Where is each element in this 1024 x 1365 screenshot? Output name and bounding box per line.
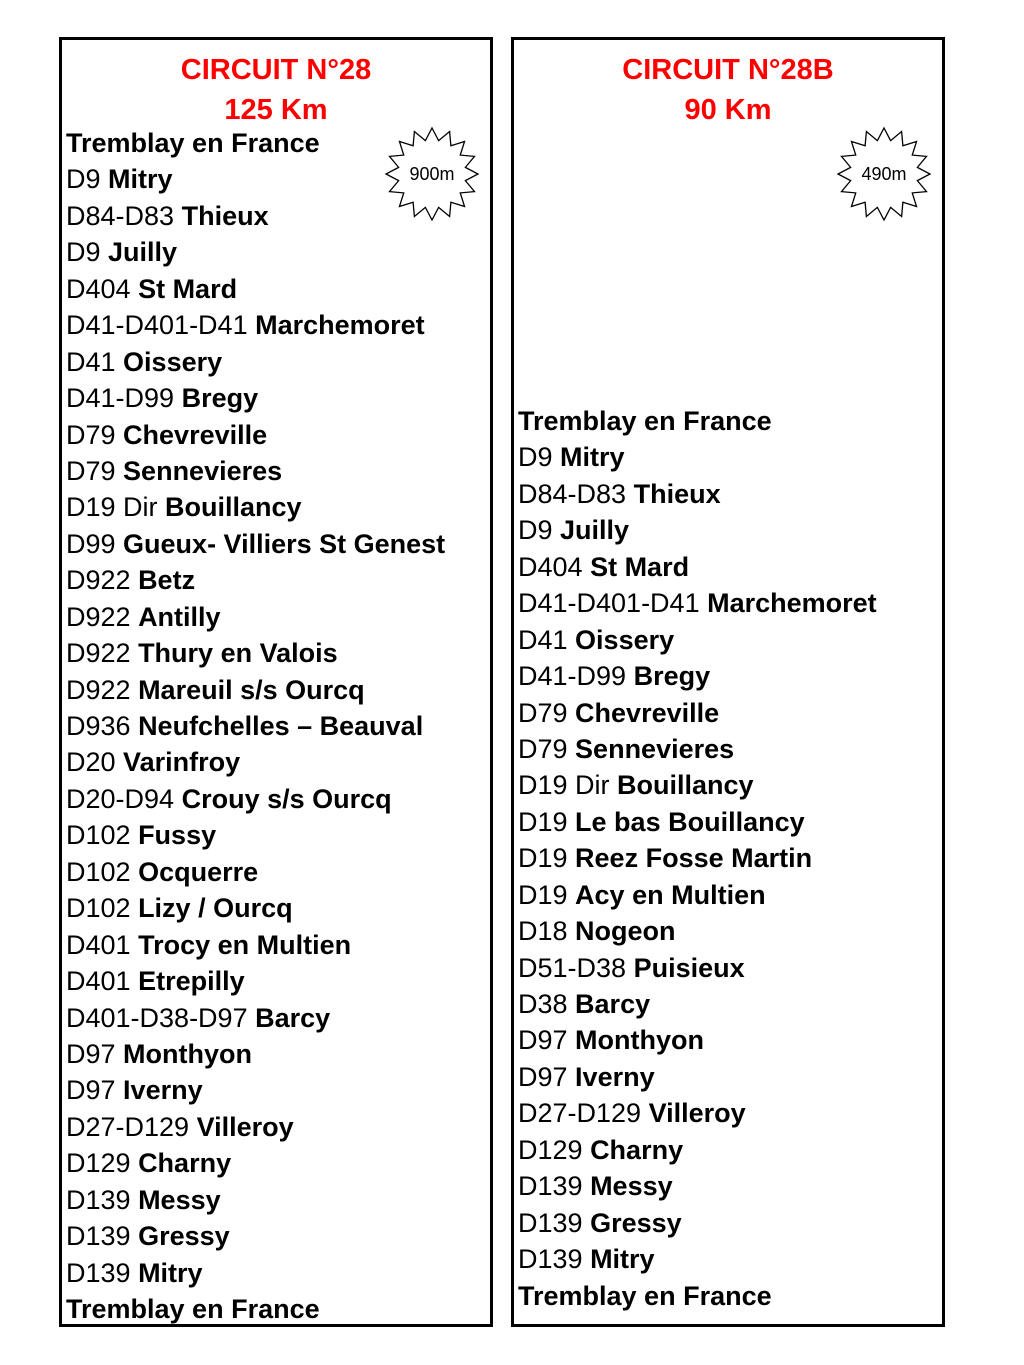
route-step (518, 767, 877, 803)
place-name: Barcy (575, 989, 651, 1019)
route-step (66, 781, 445, 817)
route-step (518, 658, 877, 694)
place-name: Oissery (575, 624, 675, 655)
road-number: D401-D38-D97 (66, 1002, 248, 1033)
place-name: Sennevieres (575, 733, 735, 764)
place-name: Lizy / Ourcq (138, 893, 293, 924)
route-step (66, 562, 445, 598)
route-step (66, 890, 445, 926)
road-number: D9 (66, 164, 101, 195)
place-name: Messy (138, 1184, 221, 1215)
road-number: D9 (518, 442, 553, 473)
road-number: D51-D38 (518, 952, 627, 983)
place-name: Reez Fosse Martin (575, 843, 813, 874)
road-number: D97 (66, 1075, 116, 1106)
road-number: D19 (518, 843, 568, 874)
route-step (518, 986, 877, 1022)
road-number: D41-D401-D41 (66, 310, 248, 341)
route-step (66, 271, 445, 307)
road-number: D27-D129 (518, 1098, 642, 1129)
place-name: Barcy (255, 1002, 331, 1033)
road-number: D20-D94 (66, 783, 175, 814)
road-number: D79 (518, 697, 568, 728)
circuit-28b-heading (514, 50, 942, 130)
place-name: Iverny (123, 1075, 203, 1106)
route-step (518, 1059, 877, 1095)
road-number: D41-D99 (518, 661, 627, 692)
route-step (66, 635, 445, 671)
circuit-28b-title: CIRCUIT N°28B (622, 54, 834, 86)
route-start: Tremblay en France (518, 406, 772, 436)
route-step (518, 622, 877, 658)
road-number: D19 Dir (518, 770, 610, 801)
route-step (66, 453, 445, 489)
place-name: Betz (138, 565, 196, 596)
place-name: Mitry (560, 442, 625, 473)
place-name: Chevreville (575, 697, 720, 728)
route-step (66, 489, 445, 525)
route-step (518, 439, 877, 475)
route-step (518, 1132, 877, 1168)
place-name: Neufchelles – Beauval (138, 711, 424, 741)
road-number: D139 (66, 1184, 131, 1215)
route-step (66, 1109, 445, 1145)
route-step (518, 1205, 877, 1241)
road-number: D79 (518, 733, 568, 764)
road-number: D41 (518, 624, 568, 655)
place-name: Gressy (138, 1221, 230, 1252)
road-number: D41-D401-D41 (518, 588, 700, 619)
road-number: D19 (518, 806, 568, 837)
route-step (66, 672, 445, 708)
circuit-28-title: CIRCUIT N°28 (180, 54, 372, 86)
place-name: St Mard (590, 551, 690, 582)
road-number: D18 (518, 916, 568, 947)
route-step (518, 695, 877, 731)
circuit-28b-panel (511, 37, 945, 1327)
circuit-28-elevation: 900m (409, 164, 455, 184)
road-number: D27-D129 (66, 1111, 190, 1142)
circuit-28b-elevation: 490m (861, 164, 907, 184)
road-number: D922 (66, 565, 131, 596)
place-name: Gueux- Villiers St Genest (123, 528, 446, 559)
road-number: D19 Dir (66, 492, 158, 523)
circuit-28b-route-list (518, 403, 877, 1314)
circuit-28-route-list (66, 125, 445, 1327)
route-step (518, 1095, 877, 1131)
route-step (518, 1022, 877, 1058)
place-name: Etrepilly (138, 966, 245, 997)
road-number: D102 (66, 856, 131, 887)
place-name: Messy (590, 1171, 673, 1202)
place-name: Mitry (138, 1257, 203, 1288)
place-name: Oissery (123, 346, 223, 377)
road-number: D404 (66, 273, 131, 304)
place-name: Bregy (181, 383, 259, 414)
road-number: D139 (518, 1207, 583, 1238)
circuit-28-panel (59, 37, 493, 1327)
road-number: D97 (66, 1038, 116, 1069)
place-name: Ocquerre (138, 856, 259, 887)
route-step (66, 744, 445, 780)
route-step (66, 963, 445, 999)
route-step (518, 476, 877, 512)
road-number: D79 (66, 419, 116, 450)
place-name: St Mard (138, 273, 238, 304)
place-name: Bregy (633, 661, 711, 692)
route-step (66, 380, 445, 416)
elevation-starburst-badge (836, 126, 932, 222)
road-number: D936 (66, 711, 131, 741)
route-step (518, 840, 877, 876)
place-name: Monthyon (575, 1025, 705, 1056)
route-step (518, 950, 877, 986)
route-step (518, 1241, 877, 1277)
route-step (66, 854, 445, 890)
route-step (66, 198, 445, 234)
road-number: D922 (66, 638, 131, 669)
place-name: Monthyon (123, 1038, 253, 1069)
place-name: Gressy (590, 1207, 682, 1238)
road-number: D41 (66, 346, 116, 377)
place-name: Varinfroy (123, 747, 241, 778)
road-number: D79 (66, 455, 116, 486)
road-number: D41-D99 (66, 383, 175, 414)
place-name: Sennevieres (123, 455, 283, 486)
circuit-28b-distance: 90 Km (684, 94, 772, 126)
place-name: Juilly (108, 237, 178, 268)
road-number: D20 (66, 747, 116, 778)
place-name: Juilly (560, 515, 630, 546)
place-name: Fussy (138, 820, 217, 851)
place-name: Iverny (575, 1061, 655, 1092)
route-step (66, 234, 445, 270)
road-number: D9 (518, 515, 553, 546)
route-step (66, 526, 445, 562)
route-step (66, 344, 445, 380)
place-name: Villeroy (196, 1111, 294, 1142)
route-step (66, 817, 445, 853)
route-step (518, 913, 877, 949)
road-number: D139 (518, 1244, 583, 1275)
road-number: D401 (66, 929, 131, 960)
place-name: Bouillancy (617, 770, 754, 801)
route-end: Tremblay en France (518, 1280, 772, 1311)
place-name: Puisieux (633, 952, 745, 983)
route-step (66, 417, 445, 453)
route-step (66, 1072, 445, 1108)
road-number: D129 (66, 1148, 131, 1179)
route-step (66, 927, 445, 963)
route-start: Tremblay en France (66, 128, 320, 158)
road-number: D922 (66, 674, 131, 705)
place-name: Acy en Multien (575, 879, 766, 910)
route-step (66, 307, 445, 343)
place-name: Le bas Bouillancy (575, 806, 805, 837)
circuit-28-heading (62, 50, 490, 130)
place-name: Chevreville (123, 419, 268, 450)
road-number: D139 (66, 1221, 131, 1252)
route-step (66, 1036, 445, 1072)
road-number: D404 (518, 551, 583, 582)
route-step (518, 585, 877, 621)
road-number: D102 (66, 893, 131, 924)
place-name: Charny (138, 1148, 232, 1179)
road-number: D84-D83 (518, 478, 627, 509)
place-name: Trocy en Multien (138, 929, 352, 960)
route-step (66, 161, 445, 197)
place-name: Mitry (108, 164, 173, 195)
route-step (66, 1000, 445, 1036)
route-step (518, 877, 877, 913)
circuit-28-distance: 125 Km (224, 94, 328, 126)
place-name: Mareuil s/s Ourcq (138, 674, 365, 705)
place-name: Charny (590, 1134, 684, 1165)
road-number: D139 (66, 1257, 131, 1288)
place-name: Thury en Valois (138, 638, 338, 669)
road-number: D129 (518, 1134, 583, 1165)
road-number: D84-D83 (66, 200, 175, 231)
place-name: Thieux (181, 200, 269, 231)
road-number: D97 (518, 1061, 568, 1092)
route-step (518, 804, 877, 840)
road-number: D9 (66, 237, 101, 268)
route-step (518, 731, 877, 767)
route-step (66, 599, 445, 635)
place-name: Mitry (590, 1244, 655, 1275)
route-step (66, 1255, 445, 1291)
route-step (518, 512, 877, 548)
place-name: Marchemoret (707, 588, 877, 619)
place-name: Crouy s/s Ourcq (181, 783, 392, 814)
place-name: Bouillancy (165, 492, 302, 523)
place-name: Thieux (633, 478, 721, 509)
route-step (518, 549, 877, 585)
road-number: D922 (66, 601, 131, 632)
road-number: D97 (518, 1025, 568, 1056)
road-number: D38 (518, 989, 568, 1019)
place-name: Nogeon (575, 916, 676, 947)
road-number: D19 (518, 879, 568, 910)
place-name: Villeroy (648, 1098, 746, 1129)
road-number: D139 (518, 1171, 583, 1202)
route-step (66, 1145, 445, 1181)
route-step (518, 1168, 877, 1204)
road-number: D99 (66, 528, 116, 559)
route-step (66, 1218, 445, 1254)
place-name: Antilly (138, 601, 221, 632)
route-step (66, 1182, 445, 1218)
road-number: D401 (66, 966, 131, 997)
place-name: Marchemoret (255, 310, 425, 341)
road-number: D102 (66, 820, 131, 851)
route-step (66, 708, 445, 744)
route-end: Tremblay en France (66, 1294, 320, 1324)
